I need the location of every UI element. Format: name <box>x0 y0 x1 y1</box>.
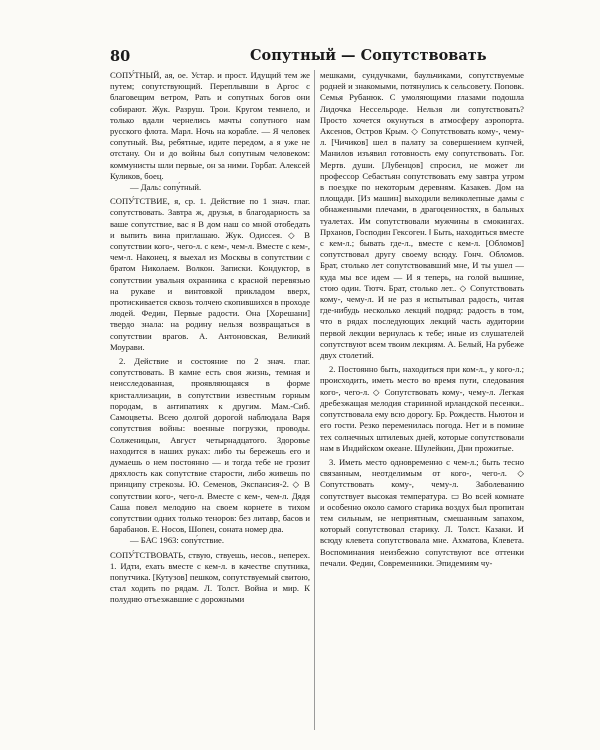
entry-sooputstvovat-sense-2: 2. Постоянно быть, находиться при ком-л., у кого-л.; происходить, иметь место во время пути, следования кого-, чего-л. ◇ Сопутствовать кому-, чему-л. Легкая дребезжащая мелодия старинной ирландской песенки.. сопутствовала ему всю дорогу. Бр. Рождеств. Ньютон и его гости. Резко переменилась погода. Нет и в помине тех солнечных штилевых дней, которые сопутствовали нам в Индийском океане. Шулейкин, Дни прожитые. <box>320 364 524 453</box>
page-number: 80 <box>110 48 131 65</box>
entry-sooputstvovat-sense-3: 3. Иметь место одновременно с чем-л.; быть тесно связанным, неотделимым от кого-, чего-л. ◇ Сопутствовать кому-, чему-л. Заболеванию сопутствует высокая температура. ▭ Во всей комнате и особенно около самого старика воздух был пропитан тем сильным, не неприятным, смешанным запахом, который сопутствовал старику. Л. Толст. Казаки. И всюду клевета сопутствовала мне. Ахматова, Клевета. Воспоминания неизбежно сопутствуют все оттенки печали. Федин, Современники. Эпидемиям чу- <box>320 456 524 568</box>
entry-source-bas: — БАС 1963: сопу́тствие. <box>130 535 225 546</box>
entry-continuation: мешками, сундучками, баульчиками, сопутствуемые родней и знакомыми, потянулись к сельсовету. Поповк. Семья Рубанюк. С умоляющими глазами подошла Лидочка Нессельроде. Нельзя ли сопутствовать? Просто хочется окунуться в атмосферу аэропорта. Аксенов, Остров Крым. ◇ Сопутствовать кому-, чему-л. [Чичиков] шел в палату за совершением купчей, Манилов изъявил готовность ему сопутствовать. Гог. Мертв. души. [Лубенцов] спросил, не может ли профессор Себастьян сопутствовать ему завтра утром в поездке по некоторым деревням. Казакев. Дом на площади. [Из машин] выходили великолепные дамы с обнаженными плечами, в драгоценностях, в бальных туалетах. Им сопутствовали мужчины в смокингах. Прханов, Господин Гексоген. ‖ Быть, находиться вместе с кем-л.; бывать где-л., вместе с кем-л. [Обломов] сопутствовал другу своему всюду. Гонч. Обломов. Брат, столько лет сопутствовавший мне, И ты ушел — куда мы все идем — И я теперь, на голой вышине, стою один. Тютч. Брат, столько лет.. ◇ Сопутствовать кому-, чему-л. И не раз я испытывал радость, читая где-нибудь несколько лекций подряд: радость в том, что в рядах последующих лекций часть аудитории первой лекции вернулась к тебе; иные из слушателей сопутствуют всем твоим лекциям. А. Белый, На рубеже двух столетий. <box>320 70 524 361</box>
right-column <box>320 70 524 730</box>
left-column <box>110 70 310 730</box>
column-divider <box>314 70 315 730</box>
entry-sooputstvie-sense-2: 2. Действие и состояние по 2 знач. глаг. сопутствовать. В камне есть своя жизнь, темная и неисследованная, проявляющаяся в форме кристаллизации, в сопутствии известным горным породам, в антипатиях к другим. Мам.-Сиб. Самоцветы. Всею долгой дорогой наблюдала Варя сопутствия войны: военные погрузки, проводы. Солженицын, Август четырнадцатого. Здоровье находится в наших руках: либо ты бережешь его и думаешь о нем постоянно — и тогда тебе не грозит дряхлость как сопутствие старости, либо живешь по принципу стрекозы. Ю. Семенов, Экспансия-2. ◇ В сопутствии кого-, чего-л. Вместе с кем-, чем-л. Дядя Саша повел мелодию на своем корнете в тихом сопутствии одних только теноров: без литавр, басов и барабанов. Е. Носов, Шопен, соната номер два. <box>110 356 310 535</box>
running-head: Сопутный — Сопутствовать <box>250 47 487 64</box>
entry-sooputny: СОПУ́ТНЫЙ, ая, ое. Устар. и прост. Идущий тем же путем; сопутствующий. Переплывши в Аргос с благовещим ветром, Рать и сопутных богов они собирают. Жук. Разруш. Трои. Кругом темнело, и только вдали чернелись мачты сопутного нам русского флота. Марл. Ночь на корабле. — Я человек сопутный. Вы, ребятные, идите передом, а я уже не отстану. Он и до войны был сопутным человеком: коммунисты шли первые, он за ними. Горбат. Алексей Куликов, боец. <box>110 70 310 181</box>
entry-sooputstvovat: СОПУ́ТСТВОВАТЬ, ствую, ствуешь, несов., неперех. 1. Идти, ехать вместе с кем-л. в качестве спутника, попутчика. [Кутузов] пешком, сопутствуемый свитою, стал ходить по рядам. Л. Толст. Война и мир. К полудню отъезжавшие с дорожными <box>110 549 310 605</box>
entry-source-dal: — Даль: сопу́тный. <box>130 182 202 193</box>
entry-sooputstvie: СОПУ́ТСТВИЕ, я, ср. 1. Действие по 1 знач. глаг. сопутствовать. Завтра ж, друзья, в благодарность за ваше сопутствие, вас я В дом наш со мной отобедать и выпить вина приглашаю. Жук. Одиссея. ◇ В сопутствии кого-, чего-л. с кем-, чем-л. Вместе с кем-, чем-л. Наконец, я выехал из Москвы в сопутствии с братом Николаем. Волкон. Записки. Кондуктор, в сопутствии увальня охранника с красной перевязью на рукаве и винтовкой прикладом вверх, протискивается сквозь толчею скопившихся в проходе людей. Федин, Первые радости. Она [Хорешани] твердо знала: на родину нельзя возвращаться в сопутствии врагов. А. Антоновская, Великий Моурави. <box>110 196 310 352</box>
